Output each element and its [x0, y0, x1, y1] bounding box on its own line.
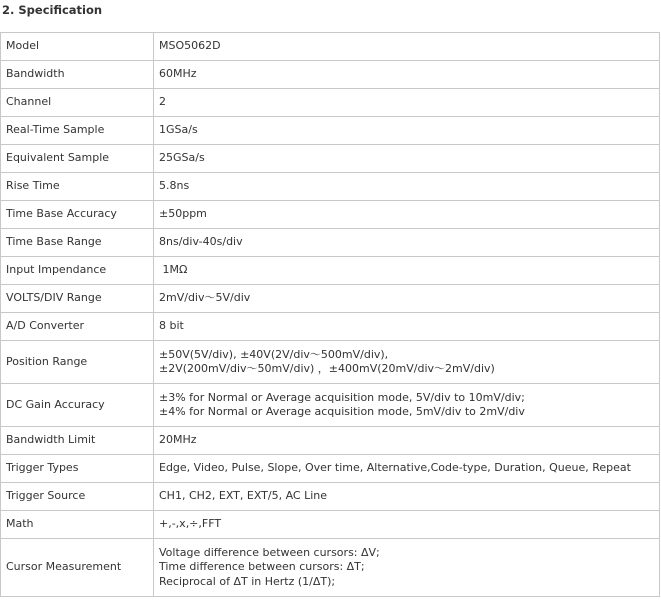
spec-value [154, 483, 660, 511]
spec-label: Model [1, 33, 154, 61]
table-row [1, 61, 660, 89]
table-row [1, 539, 660, 597]
table-row [1, 173, 660, 201]
spec-value [154, 384, 660, 427]
spec-value [154, 257, 660, 285]
spec-value-line: 20MHz [159, 433, 197, 447]
spec-label: Rise Time [1, 173, 154, 201]
spec-value [154, 117, 660, 145]
spec-value [154, 145, 660, 173]
spec-label: Trigger Source [1, 483, 154, 511]
spec-value [154, 427, 660, 455]
spec-label: Bandwidth [1, 61, 154, 89]
spec-value [154, 511, 660, 539]
spec-value-line: 5.8ns [159, 179, 190, 193]
spec-value-line: CH1, CH2, EXT, EXT/5, AC Line [159, 489, 328, 503]
spec-label: Math [1, 511, 154, 539]
section-heading: 2. Specification [2, 3, 103, 17]
spec-value [154, 341, 660, 384]
spec-value-line: MSO5062D [159, 39, 221, 53]
spec-value [154, 33, 660, 61]
spec-value [154, 539, 660, 597]
table-row [1, 285, 660, 313]
spec-label: Time Base Accuracy [1, 201, 154, 229]
spec-value-line: 8ns/div-40s/div [159, 235, 243, 249]
table-row [1, 341, 660, 384]
spec-label: VOLTS/DIV Range [1, 285, 154, 313]
table-row [1, 511, 660, 539]
spec-value [154, 201, 660, 229]
spec-value-line: Voltage difference between cursors: ΔV; [159, 545, 380, 559]
spec-label: Position Range [1, 341, 154, 384]
spec-value-line: 2 [159, 95, 166, 109]
spec-value-line: ±4% for Normal or Average acquisition mode, 5mV/div to 2mV/div [159, 405, 525, 418]
spec-label: Input Impendance [1, 257, 154, 285]
spec-value-line: 1MΩ [159, 263, 188, 277]
spec-value [154, 173, 660, 201]
spec-value-line: 2mV/div～5V/div [159, 291, 251, 305]
table-row [1, 117, 660, 145]
spec-value [154, 229, 660, 257]
spec-value [154, 89, 660, 117]
spec-value-line: ±3% for Normal or Average acquisition mode, 5V/div to 10mV/div; [159, 390, 525, 404]
specification-table [0, 32, 660, 597]
table-row [1, 201, 660, 229]
spec-label: Channel [1, 89, 154, 117]
spec-value-line: +,-,x,÷,FFT [159, 517, 222, 531]
table-row [1, 483, 660, 511]
spec-value [154, 313, 660, 341]
spec-value-line: 1GSa/s [159, 123, 198, 137]
spec-value-line: ±50ppm [159, 207, 207, 221]
spec-value-line: ±50V(5V/div), ±40V(2V/div～500mV/div), [159, 347, 389, 361]
table-row [1, 33, 660, 61]
table-row [1, 145, 660, 173]
spec-label: Trigger Types [1, 455, 154, 483]
spec-label: Time Base Range [1, 229, 154, 257]
table-row [1, 229, 660, 257]
spec-value-line: 8 bit [159, 319, 184, 333]
spec-value-line: ±2V(200mV/div～50mV/div) ，±400mV(20mV/div～2mV/div) [159, 362, 495, 375]
spec-value-line: Time difference between cursors: ΔT; [159, 560, 365, 574]
spec-value [154, 455, 660, 483]
spec-value-line: Edge, Video, Pulse, Slope, Over time, Alternative,Code-type, Duration, Queue, Repeat [159, 461, 631, 475]
spec-label: Real-Time Sample [1, 117, 154, 145]
spec-label: A/D Converter [1, 313, 154, 341]
spec-value-line: 60MHz [159, 67, 197, 81]
spec-label: Bandwidth Limit [1, 427, 154, 455]
spec-label: DC Gain Accuracy [1, 384, 154, 427]
table-row [1, 427, 660, 455]
spec-value-line: Reciprocal of ΔT in Hertz (1/ΔT); [159, 574, 336, 588]
table-row [1, 89, 660, 117]
table-row [1, 384, 660, 427]
spec-value-line: 25GSa/s [159, 151, 205, 165]
spec-value [154, 61, 660, 89]
spec-label: Cursor Measurement [1, 539, 154, 597]
table-row [1, 313, 660, 341]
table-row [1, 455, 660, 483]
spec-label: Equivalent Sample [1, 145, 154, 173]
table-row [1, 257, 660, 285]
spec-value [154, 285, 660, 313]
